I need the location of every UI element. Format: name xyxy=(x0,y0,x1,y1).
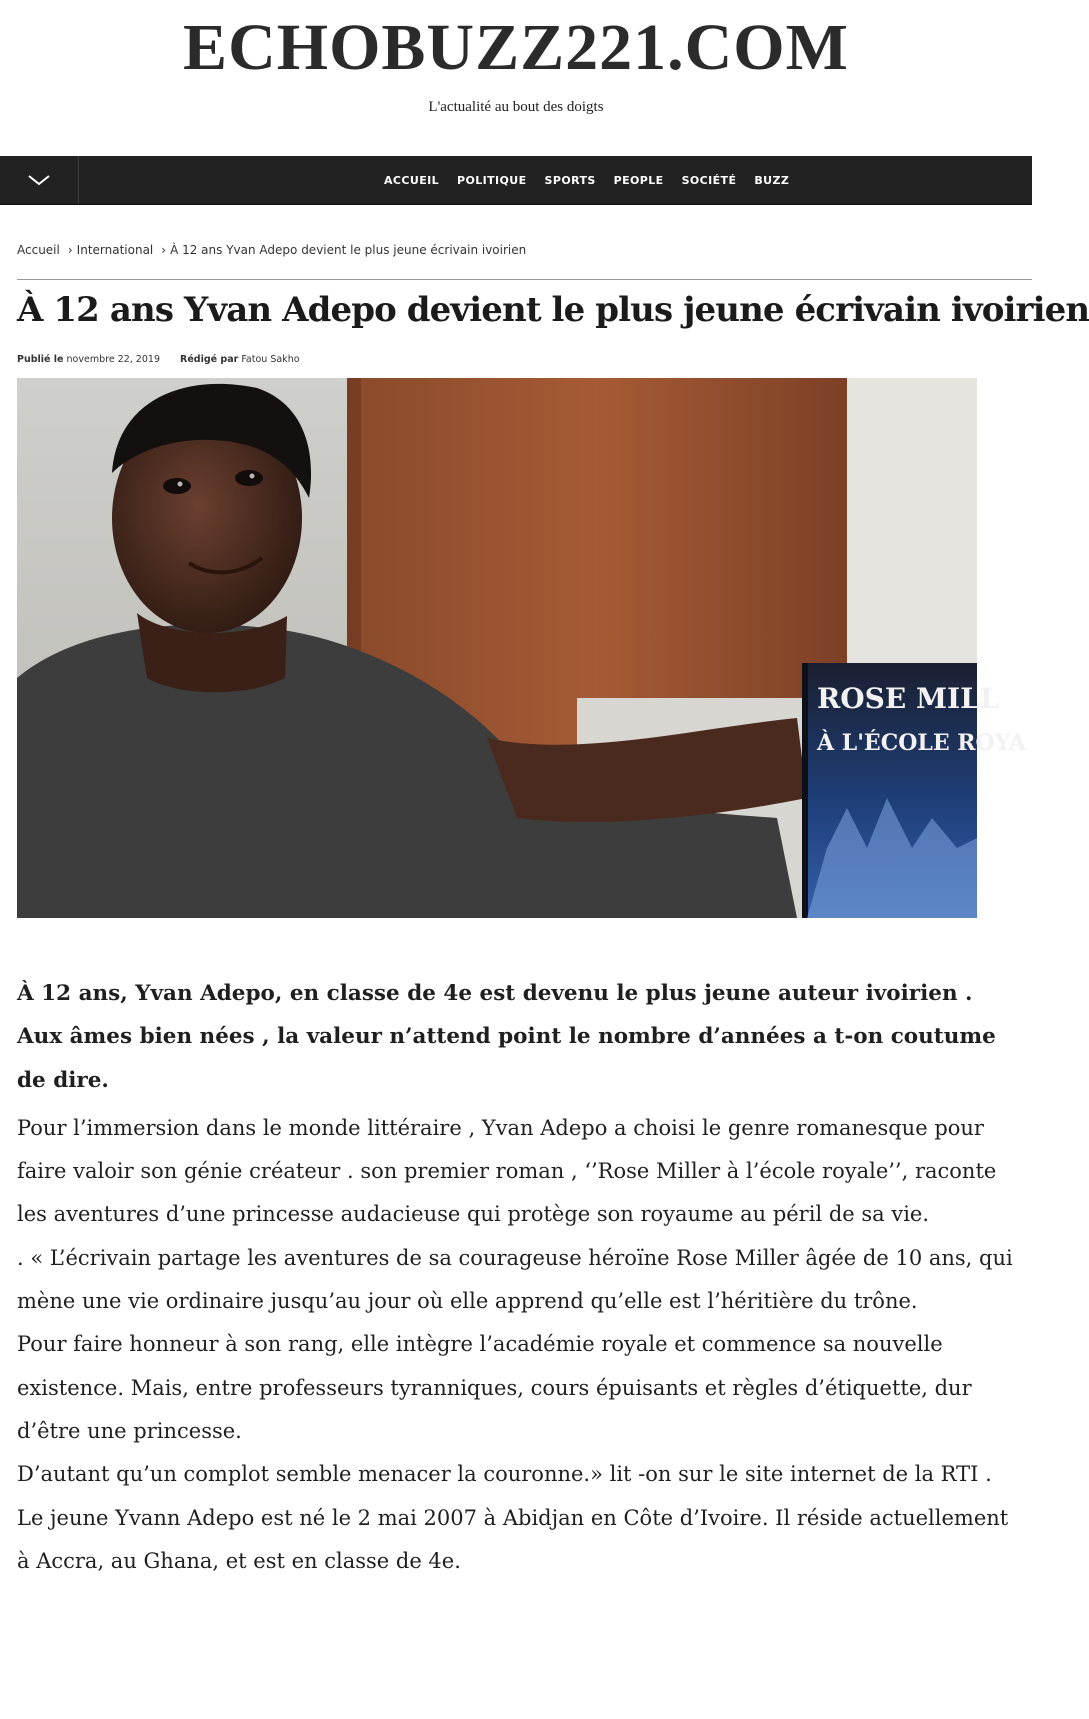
author-label: Rédigé par xyxy=(180,354,239,365)
author-name[interactable]: Fatou Sakho xyxy=(241,354,300,365)
nav-item-societe[interactable]: SOCIÉTÉ xyxy=(681,173,737,187)
hero-photo xyxy=(17,378,1027,918)
article-paragraph: . « L’écrivain partage les aventures de sa courageuse héroïne Rose Miller âgée de 10 ans, qui mène une vie ordinaire jusqu’au jour où elle apprend qu’elle est l’héritière du trône. xyxy=(17,1245,1013,1314)
breadcrumb-separator-icon: › xyxy=(67,243,73,257)
site-header xyxy=(0,0,1032,156)
breadcrumb-separator-icon: › xyxy=(161,243,167,257)
article-meta xyxy=(17,354,300,365)
nav-item-people[interactable]: PEOPLE xyxy=(613,173,664,187)
breadcrumb-current: À 12 ans Yvan Adepo devient le plus jeune écrivain ivoirien xyxy=(170,243,527,257)
title-divider xyxy=(17,279,1032,280)
nav-menu xyxy=(384,156,807,204)
site-logo[interactable]: ECHOBUZZ221.COM xyxy=(183,11,849,84)
breadcrumb-category-link[interactable]: International xyxy=(76,243,154,257)
book-title-line2: À L'ÉCOLE ROYA xyxy=(817,730,1027,756)
published-label: Publié le xyxy=(17,354,64,365)
article-lead: À 12 ans, Yvan Adepo, en classe de 4e est devenu le plus jeune auteur ivoirien . Aux âmes bien nées , la valeur n’attend point le nombre d’années a t-on coutume de dire. xyxy=(17,981,996,1093)
article-paragraph: D’autant qu’un complot semble menacer la couronne.» lit -on sur le site internet de la RTI . xyxy=(17,1462,992,1487)
breadcrumb xyxy=(17,243,526,257)
nav-item-politique[interactable]: POLITIQUE xyxy=(457,173,527,187)
nav-item-accueil[interactable]: ACCUEIL xyxy=(384,173,440,187)
nav-item-sports[interactable]: SPORTS xyxy=(544,173,596,187)
article-paragraph: Pour l’immersion dans le monde littéraire , Yvan Adepo a choisi le genre romanesque pour faire valoir son génie créateur . son premier roman , ‘’Rose Miller à l’école royale’’, raconte les aventures d’une princesse audacieuse qui protège son royaume au péril de sa vie. xyxy=(17,1115,997,1227)
main-navbar xyxy=(0,156,1032,205)
published-date: novembre 22, 2019 xyxy=(66,354,160,365)
article-paragraph: Pour faire honneur à son rang, elle intègre l’académie royale et commence sa nouvelle existence. Mais, entre professeurs tyranniques, cours épuisants et règles d’étiquette, dur d’être une princesse. xyxy=(17,1332,972,1443)
article-paragraph: Le jeune Yvann Adepo est né le 2 mai 2007 à Abidjan en Côte d’Ivoire. Il réside actuellement à Accra, au Ghana, et est en classe de 4e. xyxy=(17,1505,1009,1573)
chevron-down-icon xyxy=(26,173,52,187)
nav-item-buzz[interactable]: BUZZ xyxy=(754,173,790,187)
book-title-line1: ROSE MILL xyxy=(817,682,1000,715)
site-tagline: L'actualité au bout des doigts xyxy=(428,99,604,115)
article-body xyxy=(17,972,1022,1583)
menu-toggle-button[interactable] xyxy=(0,156,79,204)
breadcrumb-home-link[interactable]: Accueil xyxy=(17,243,60,257)
article-hero-image xyxy=(17,378,1027,918)
article-title: À 12 ans Yvan Adepo devient le plus jeune écrivain ivoirien xyxy=(17,290,1089,330)
